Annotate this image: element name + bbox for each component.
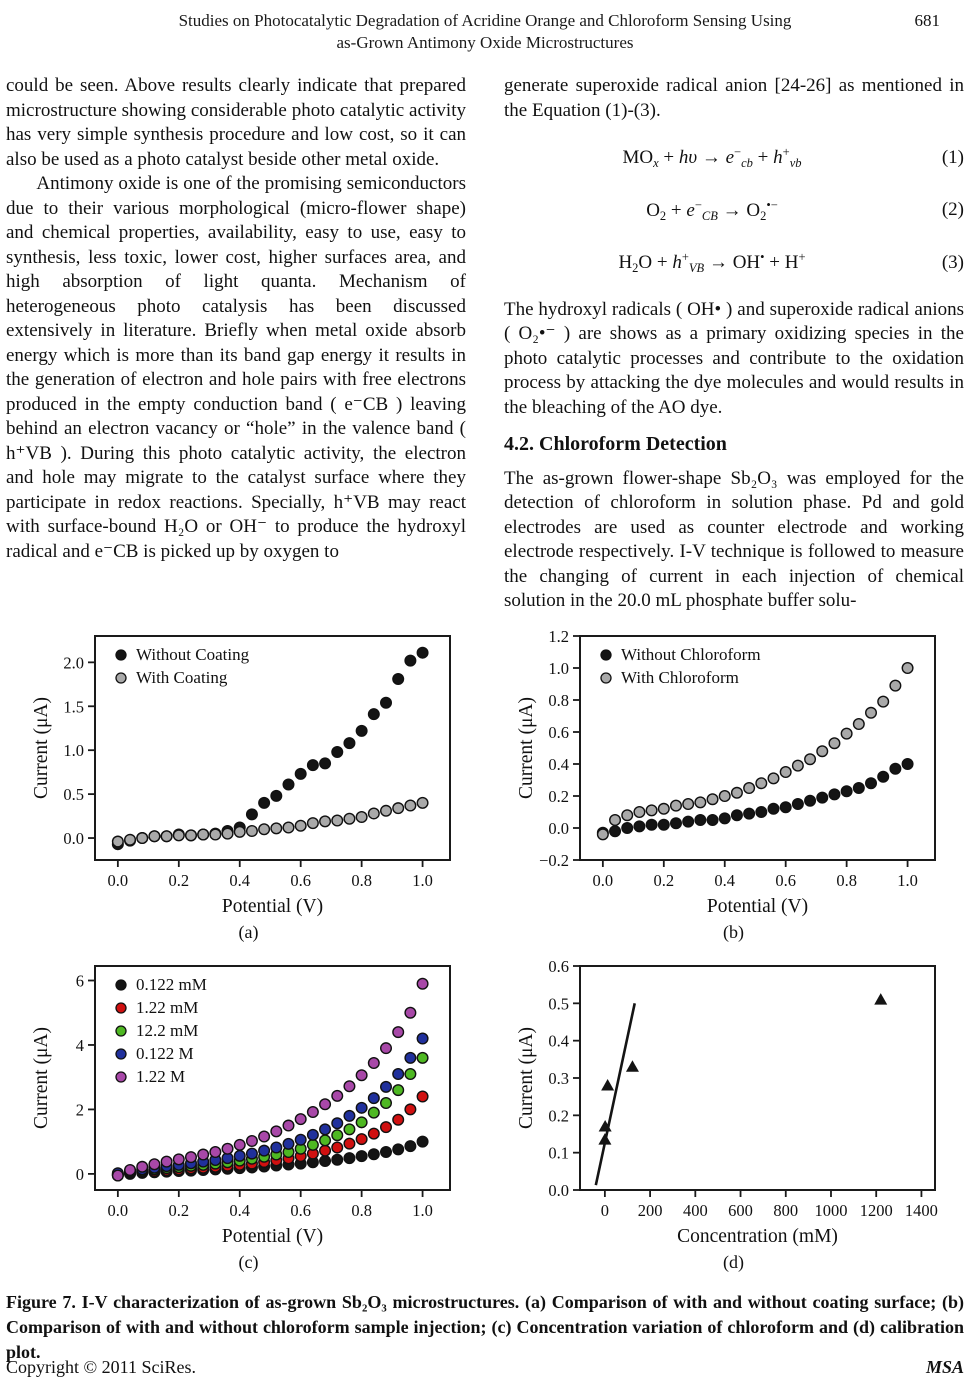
svg-text:0.4: 0.4 — [229, 1200, 251, 1220]
svg-text:1.0: 1.0 — [897, 870, 918, 890]
svg-text:1.2: 1.2 — [548, 626, 569, 646]
svg-text:1.0: 1.0 — [412, 1200, 433, 1220]
svg-text:Current (μA): Current (μA) — [516, 696, 537, 799]
svg-text:2: 2 — [75, 1099, 84, 1119]
svg-text:0.8: 0.8 — [351, 1200, 372, 1220]
svg-text:4: 4 — [75, 1035, 84, 1055]
running-title-line2: as-Grown Antimony Oxide Microstructures — [336, 33, 634, 52]
svg-text:200: 200 — [637, 1200, 663, 1220]
svg-text:Without Coating: Without Coating — [136, 644, 250, 664]
svg-text:0: 0 — [75, 1164, 84, 1184]
chart-c-sublabel: (c) — [238, 1251, 259, 1272]
svg-text:1.22 mM: 1.22 mM — [136, 997, 199, 1017]
svg-text:0.0: 0.0 — [548, 818, 569, 838]
svg-text:0.0: 0.0 — [107, 1200, 129, 1220]
svg-text:0.6: 0.6 — [548, 956, 569, 976]
svg-text:0.4: 0.4 — [229, 870, 251, 890]
right-paragraph-1: generate superoxide radical anion [24-26] as mentioned in the Equation (1)-(3). — [504, 75, 964, 121]
right-column — [504, 74, 964, 614]
page-header — [6, 10, 964, 54]
chart-a — [31, 624, 466, 946]
chart-c — [31, 954, 466, 1276]
figure-caption: Figure 7. I-V characterization of as-grown Sb₂O₃ microstructures. (a) Comparison of with and without coating surface; (b) Comparison of with and without chloroform sample injection; (c) Concentration variation of chloroform and (d) calibration plot. — [6, 1291, 964, 1362]
chart-b-sublabel: (b) — [723, 921, 744, 942]
equation-2 — [504, 193, 964, 229]
svg-text:0.8: 0.8 — [548, 690, 569, 710]
equation-3-body: $H_2O + h^+_{VB} \to OH^• + H^+$ — [618, 250, 806, 275]
copyright-text: Copyright © 2011 SciRes. — [6, 1357, 197, 1377]
svg-text:400: 400 — [682, 1200, 708, 1220]
left-paragraph-1: could be seen. Above results clearly indicate that prepared microstructure showing considerable photo catalytic activity has very simple synthesis procedure and low cost, so it can also be used as a photo catalyst beside other metal oxide. — [6, 75, 466, 170]
svg-text:800: 800 — [773, 1200, 799, 1220]
equation-3 — [504, 245, 964, 281]
equation-2-body: $O_2 + e^-_{CB} \to O_2^{•-}$ — [646, 197, 778, 223]
chart-d-canvas — [516, 954, 951, 1250]
equation-block — [504, 140, 964, 281]
svg-text:0.8: 0.8 — [836, 870, 857, 890]
chart-a-sublabel: (a) — [238, 921, 259, 942]
svg-text:0.4: 0.4 — [548, 1031, 569, 1051]
svg-text:Potential (V): Potential (V) — [221, 1225, 324, 1247]
page-footer — [6, 1357, 964, 1378]
chart-d-canvas-svg — [516, 954, 951, 1250]
svg-text:0.6: 0.6 — [290, 870, 311, 890]
svg-text:0.4: 0.4 — [548, 754, 569, 774]
svg-text:Current (μA): Current (μA) — [31, 1026, 52, 1129]
svg-text:0.2: 0.2 — [168, 870, 190, 890]
svg-text:0.122 mM: 0.122 mM — [136, 974, 207, 994]
chart-d-sublabel: (d) — [723, 1251, 744, 1272]
equation-1-number: (1) — [941, 146, 964, 168]
journal-abbreviation: MSA — [925, 1357, 964, 1377]
equation-3-number: (3) — [941, 251, 964, 273]
svg-text:0.6: 0.6 — [290, 1200, 311, 1220]
chart-a-canvas — [31, 624, 466, 920]
svg-text:0.8: 0.8 — [351, 870, 372, 890]
svg-text:0.2: 0.2 — [548, 786, 569, 806]
body-columns — [6, 74, 964, 614]
svg-text:0.6: 0.6 — [548, 722, 569, 742]
running-title-line1: Studies on Photocatalytic Degradation of Acridine Orange and Chloroform Sensing Using — [178, 11, 792, 30]
svg-text:Potential (V): Potential (V) — [706, 895, 809, 917]
svg-text:0.0: 0.0 — [107, 870, 129, 890]
right-paragraph-2: The hydroxyl radicals ( OH• ) and superoxide radical anions ( O₂•⁻ ) are shows as a primary oxidizing species in the photo catalytic processes and contribute to the oxidation process by attacking the dye molecules and would results in the bleaching of the AO dye. — [504, 298, 964, 418]
chart-b-canvas — [516, 624, 951, 920]
svg-text:0.5: 0.5 — [63, 784, 84, 804]
svg-text:Current (μA): Current (μA) — [516, 1026, 537, 1129]
chart-a-canvas-svg — [31, 624, 466, 920]
svg-text:0.0: 0.0 — [63, 828, 84, 848]
page-number: 681 — [914, 11, 940, 30]
svg-text:0.2: 0.2 — [548, 1105, 569, 1125]
equation-1 — [504, 140, 964, 176]
svg-text:0.6: 0.6 — [775, 870, 796, 890]
svg-text:With Coating: With Coating — [136, 667, 228, 687]
svg-text:1.5: 1.5 — [63, 696, 84, 716]
svg-text:0.0: 0.0 — [592, 870, 614, 890]
svg-text:6: 6 — [75, 971, 84, 991]
svg-text:2.0: 2.0 — [63, 652, 84, 672]
svg-text:1.0: 1.0 — [63, 740, 84, 760]
svg-text:Potential (V): Potential (V) — [221, 895, 324, 917]
chart-d — [516, 954, 951, 1276]
svg-text:1000: 1000 — [814, 1200, 848, 1220]
svg-text:0.3: 0.3 — [548, 1068, 569, 1088]
equation-1-body: $MO_x + h\upsilon \to e^-_{cb} + h^+_{vb}$ — [622, 145, 802, 170]
left-column — [6, 74, 466, 614]
svg-text:Concentration (mM): Concentration (mM) — [677, 1225, 838, 1247]
svg-text:Current (μA): Current (μA) — [31, 696, 52, 799]
chart-b — [516, 624, 951, 946]
svg-text:0.0: 0.0 — [548, 1180, 569, 1200]
svg-text:0: 0 — [600, 1200, 609, 1220]
svg-text:1.22 M: 1.22 M — [136, 1066, 186, 1086]
svg-text:1.0: 1.0 — [412, 870, 433, 890]
svg-text:0.2: 0.2 — [168, 1200, 190, 1220]
svg-text:0.2: 0.2 — [653, 870, 675, 890]
right-paragraph-3: The as-grown flower-shape Sb₂O₃ was employed for the detection of chloroform in solution phase. Pd and gold electrodes are used as counter electrode and working electrode respectively. I-V technique is followed to measure the changing of current in each injection of chemical solution in the 20.0 mL phosphate buffer solu- — [504, 467, 964, 611]
svg-text:0.4: 0.4 — [714, 870, 736, 890]
left-paragraph-2: Antimony oxide is one of the promising semiconductors due to their various morphological (micro-flower shape) and chemical properties, availability, easy to use, easy to synthesis, less toxic, lower cost, higher surfaces area, and high absorption of light quanta. Mechanism of heterogeneous photo catalysis has been discussed extensively in literature. Briefly when metal oxide absorb energy which is more than its band gap energy it results in the generation of electron and hole pairs with free electrons produced in the empty conduction band ( e⁻CB ) leaving behind an electron vacancy or “hole” in the valence band ( h⁺VB ). During this photo catalytic activity, the electron and hole may migrate to the catalyst surface where they participate in redox reactions. Specially, h⁺VB may react with surface-bound H₂O or OH⁻ to produce the hydroxyl radical and e⁻CB is picked up by oxygen to — [6, 173, 466, 562]
svg-text:600: 600 — [728, 1200, 753, 1220]
figure-7 — [6, 624, 964, 1276]
svg-text:1400: 1400 — [904, 1200, 938, 1220]
svg-text:With Chloroform: With Chloroform — [621, 667, 739, 687]
svg-text:0.1: 0.1 — [548, 1143, 569, 1163]
svg-text:0.122 M: 0.122 M — [136, 1043, 194, 1063]
svg-text:1.0: 1.0 — [548, 658, 569, 678]
chart-b-canvas-svg — [516, 624, 951, 920]
chart-c-canvas-svg — [31, 954, 466, 1250]
chart-c-canvas — [31, 954, 466, 1250]
svg-text:Without Chloroform: Without Chloroform — [621, 644, 761, 664]
svg-text:1200: 1200 — [859, 1200, 893, 1220]
svg-text:−0.2: −0.2 — [539, 850, 569, 870]
equation-2-number: (2) — [941, 199, 964, 220]
section-heading: 4.2. Chloroform Detection — [504, 433, 727, 455]
svg-text:12.2 mM: 12.2 mM — [136, 1020, 199, 1040]
svg-text:0.5: 0.5 — [548, 993, 569, 1013]
